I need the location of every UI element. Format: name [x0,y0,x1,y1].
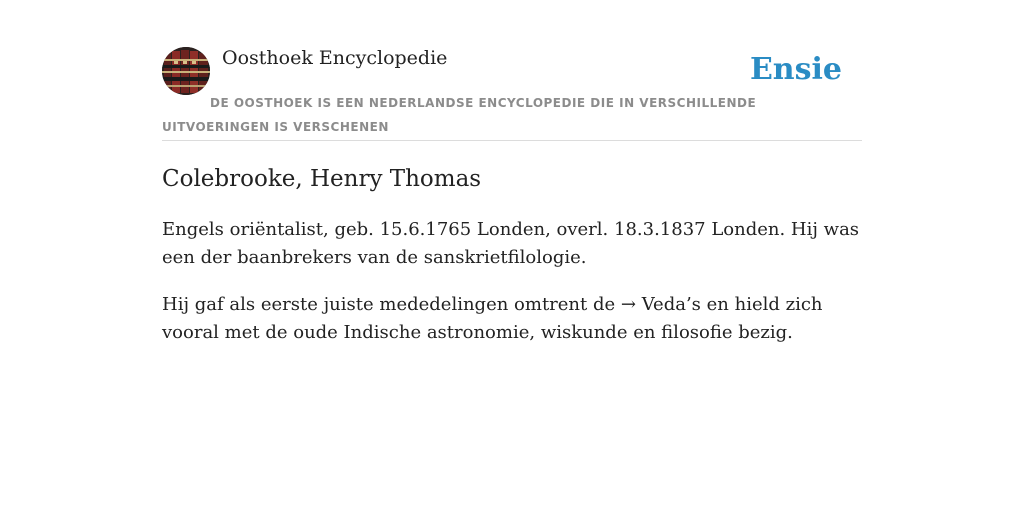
article [162,160,862,347]
encyclopedia-books-avatar-icon[interactable] [162,47,210,95]
ensie-logo-link[interactable]: Ensie [749,52,842,87]
site-title[interactable]: Oosthoek Encyclopedie [222,47,448,69]
veda-cross-reference-link[interactable]: → Veda’s [620,294,701,315]
site-header [162,46,862,141]
paragraph-2-text-start: Hij gaf als eerste juiste mededelingen omtrent de [162,294,621,315]
paragraph-2-text-end: en hield zich vooral met de oude Indische astronomie, wiskunde en filosofie bezig. [162,294,823,343]
site-tagline [162,91,862,139]
article-paragraph-1: Engels oriëntalist, geb. 15.6.1765 Londen, overl. 18.3.1837 Londen. Hij was een der baanbrekers van de sanskrietfilologie. [162,219,860,268]
article-title: Colebrooke, Henry Thomas [162,166,482,192]
tagline-text: DE OOSTHOEK IS EEN NEDERLANDSE ENCYCLOPEDIE DIE IN VERSCHILLENDE UITVOERINGEN IS VERSCHENEN [162,96,757,134]
article-paragraph-2 [162,291,862,347]
